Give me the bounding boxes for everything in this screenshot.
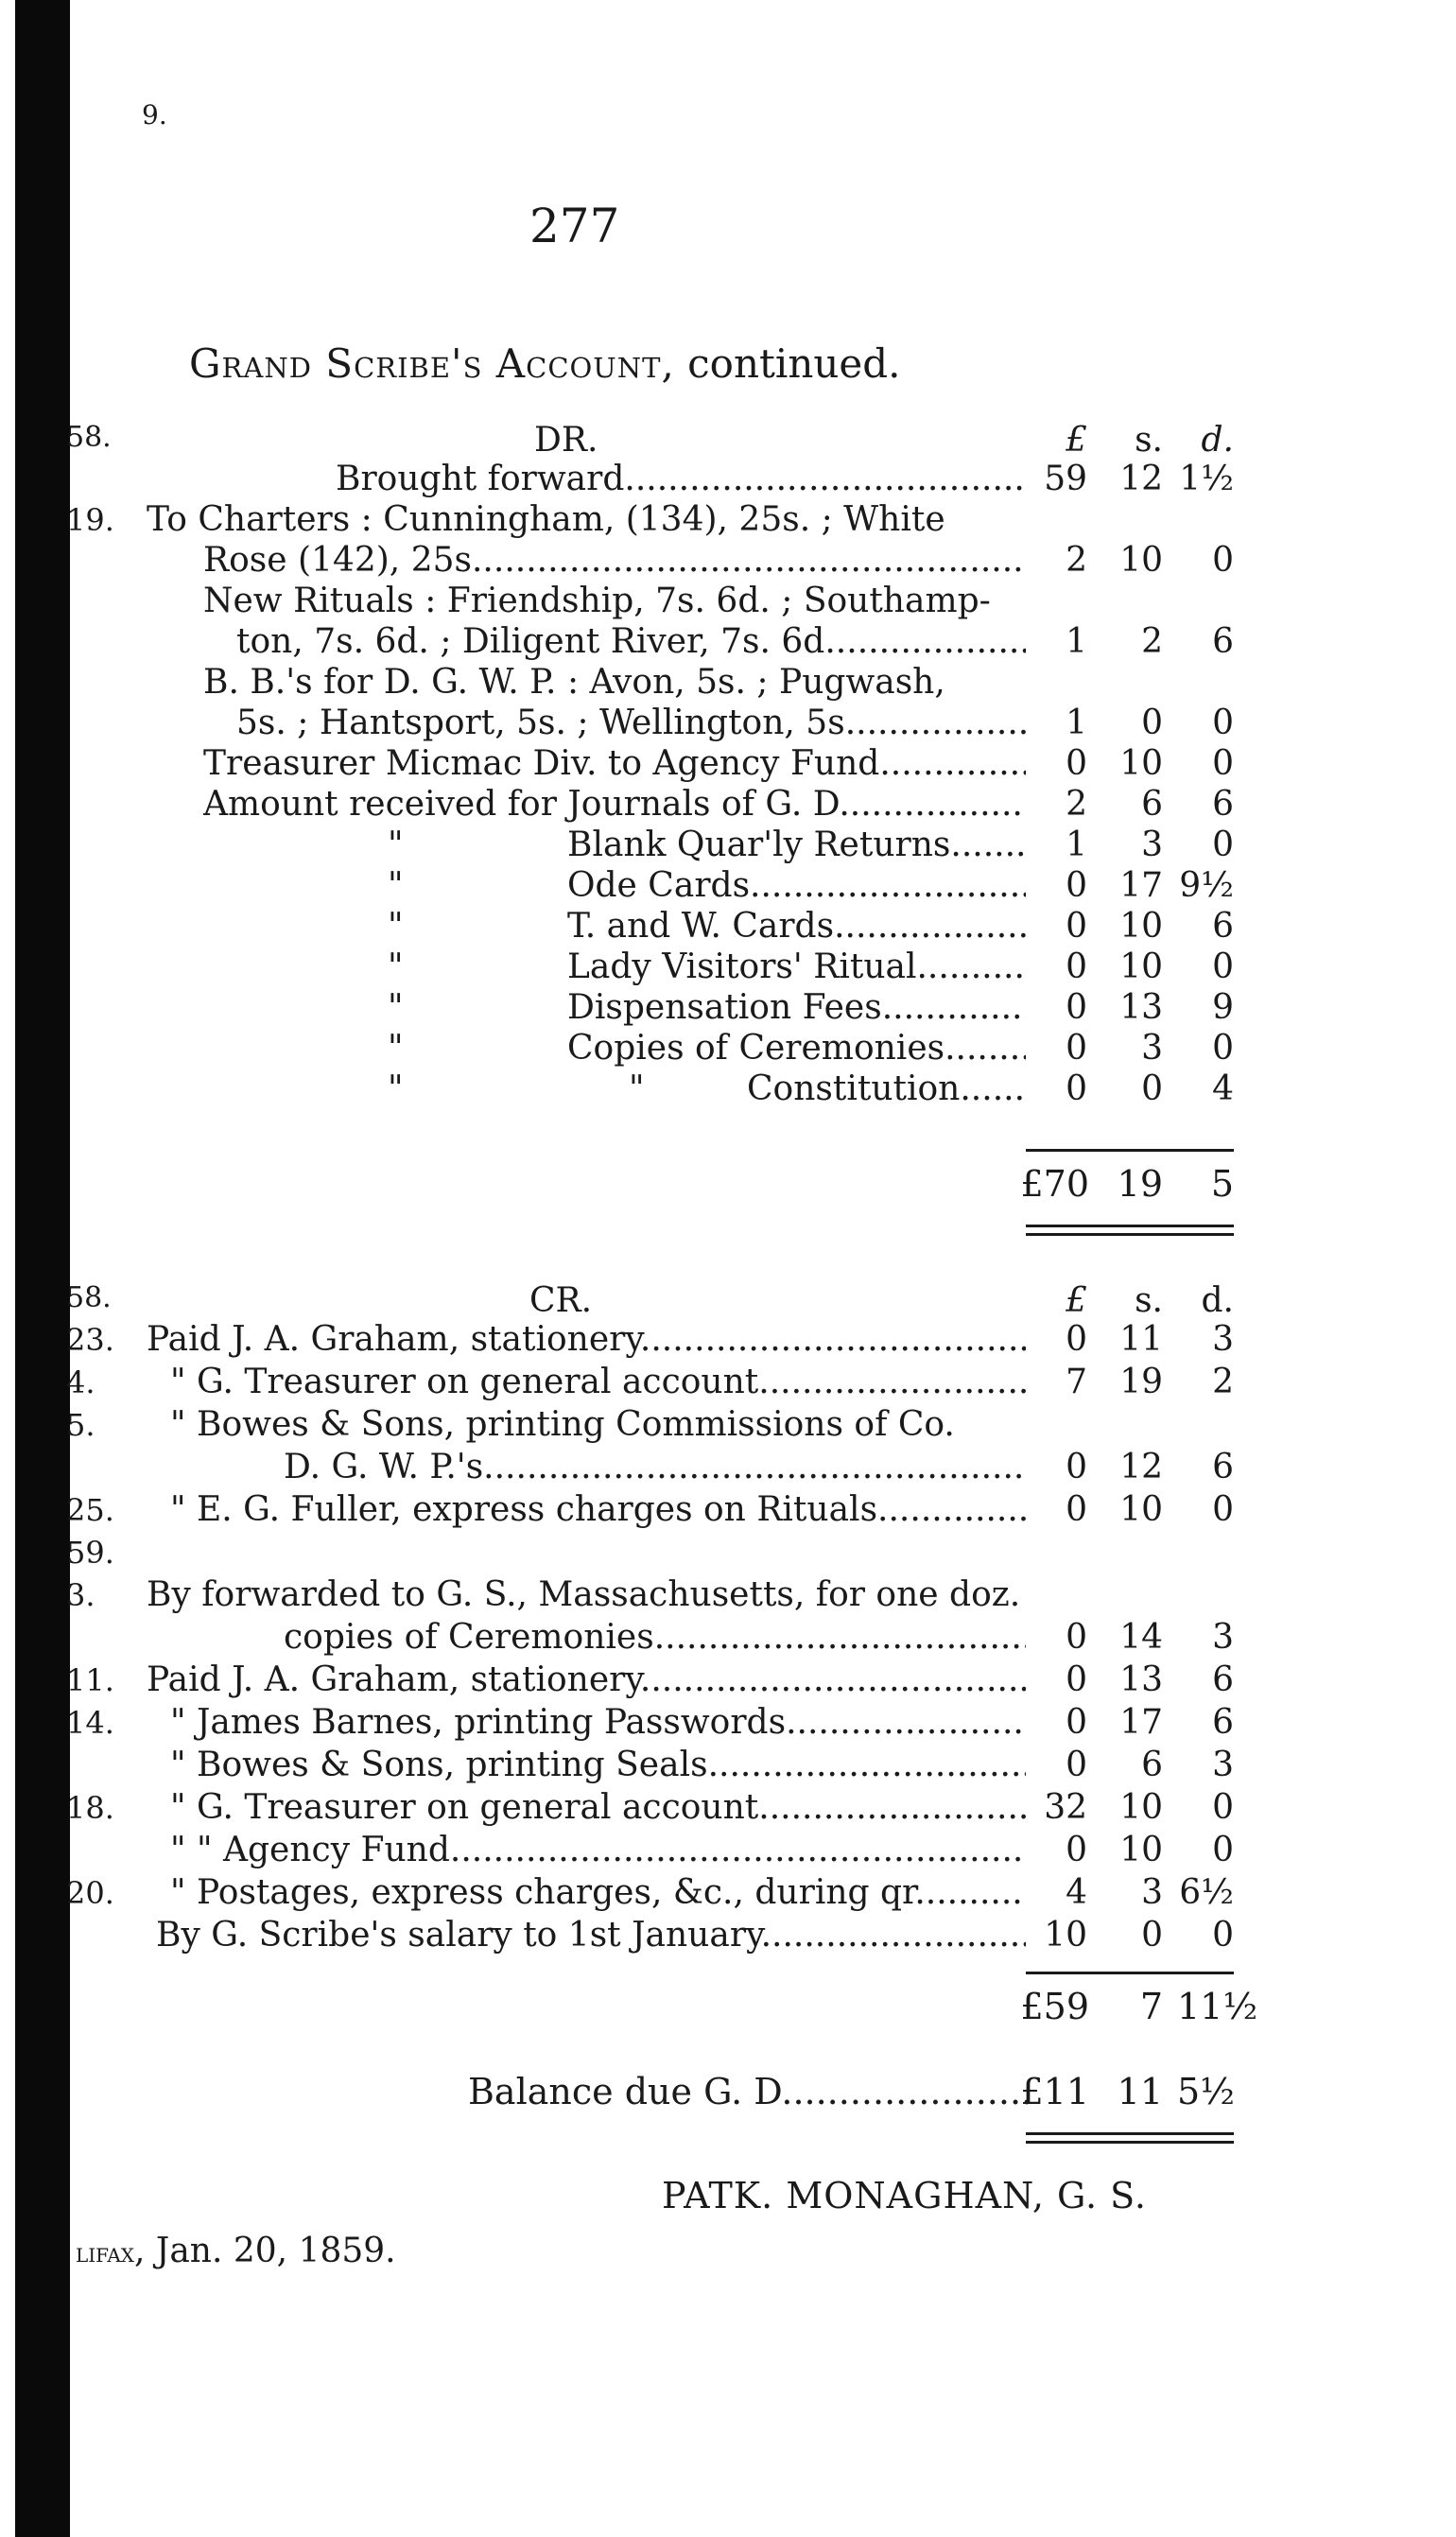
row-text: Ode Cards ..... (567, 865, 1026, 907)
row-text: Rose (142), 25s ..... (203, 540, 1026, 582)
row-text: Dispensation Fees ..... (567, 987, 1026, 1029)
amount-pence: 3 (1212, 1320, 1234, 1359)
row-text: " " Agency Fund ..... (170, 1830, 1026, 1871)
row-text: " G. Treasurer on general account ..... (170, 1362, 1026, 1403)
amount-pounds: 0 (1066, 1448, 1087, 1486)
place-date (76, 2232, 396, 2270)
amount-pounds: 32 (1044, 1788, 1087, 1827)
credit-total-pence: 11½ (1177, 1986, 1258, 2027)
amount-pounds: 0 (1066, 1029, 1087, 1068)
amount-pounds: 0 (1066, 1069, 1087, 1108)
ledger-row (0, 1659, 1456, 1701)
amount-shillings: 10 (1119, 744, 1163, 783)
ditto-mark: " (629, 1069, 645, 1108)
page-title (189, 340, 901, 387)
balance-shillings: 11 (1117, 2071, 1163, 2112)
ledger-row (0, 1915, 1456, 1956)
amount-pounds: 0 (1066, 1660, 1087, 1699)
amount-pounds: 0 (1066, 1320, 1087, 1359)
row-text: ton, 7s. 6d. ; Diligent River, 7s. 6d ..... (236, 621, 1026, 663)
debit-heading: DR. (534, 421, 598, 460)
ditto-mark: " (388, 947, 404, 986)
row-date: 5. (66, 1407, 95, 1443)
amount-shillings: 10 (1119, 1831, 1163, 1869)
page-number: 277 (529, 199, 620, 253)
amount-shillings: 10 (1119, 1490, 1163, 1529)
row-text: To Charters : Cunningham, (134), 25s. ; White (147, 500, 945, 539)
place-date-text: , Jan. 20, 1859. (134, 2232, 396, 2270)
ledger-row (0, 1404, 1456, 1446)
amount-pence: 0 (1212, 1916, 1234, 1955)
amount-pounds: 7 (1066, 1363, 1087, 1401)
ledger-row (0, 825, 1456, 866)
row-text: Treasurer Micmac Div. to Agency Fund ..... (203, 743, 1026, 785)
amount-shillings: 10 (1119, 541, 1163, 580)
amount-pence: 6 (1212, 907, 1234, 946)
row-text: By forwarded to G. S., Massachusetts, for one doz. (147, 1575, 1021, 1614)
row-date: 20. (66, 1875, 114, 1911)
credit-pounds-label: £ (1066, 1281, 1087, 1320)
amount-shillings: 2 (1141, 622, 1163, 661)
ledger-row (0, 987, 1456, 1029)
row-text: " James Barnes, printing Passwords ..... (170, 1702, 1026, 1744)
row-date: 25. (66, 1492, 114, 1528)
ledger-row (0, 1069, 1456, 1110)
credit-year: 58. (66, 1281, 112, 1314)
debit-total-pence: 5 (1210, 1163, 1234, 1205)
signature: PATK. MONAGHAN, G. S. (662, 2175, 1147, 2216)
amount-pounds: 0 (1066, 907, 1087, 946)
row-date: 3. (66, 1577, 95, 1613)
ledger-row (0, 906, 1456, 947)
row-text: Paid J. A. Graham, stationery ..... (147, 1319, 1026, 1361)
title-main: Grand Scribe's Account, (189, 340, 675, 387)
row-date: 19. (66, 502, 114, 538)
amount-pence: 0 (1212, 541, 1234, 580)
amount-pence: 0 (1212, 1831, 1234, 1869)
row-text: Paid J. A. Graham, stationery ..... (147, 1659, 1026, 1701)
ledger-row (0, 703, 1456, 744)
amount-shillings: 3 (1141, 1873, 1163, 1912)
ledger-row (0, 581, 1456, 622)
ledger-row (0, 1447, 1456, 1488)
amount-pence: 6 (1212, 1660, 1234, 1699)
debit-pence-label: d. (1201, 421, 1234, 460)
amount-pence: 6 (1212, 1703, 1234, 1742)
credit-total-pounds: £59 (1020, 1986, 1089, 2027)
corner-mark: 9. (142, 99, 167, 130)
amount-pence: 6 (1212, 622, 1234, 661)
ledger-row (0, 865, 1456, 907)
ledger-row (0, 1872, 1456, 1914)
place-city: lifax (76, 2237, 135, 2268)
row-text: Copies of Ceremonies ..... (567, 1028, 1026, 1069)
row-date: 23. (66, 1322, 114, 1358)
amount-shillings: 10 (1119, 907, 1163, 946)
debit-total-pounds: £70 (1020, 1163, 1089, 1205)
amount-pounds: 0 (1066, 744, 1087, 783)
ledger-row (0, 743, 1456, 785)
ditto-mark: " (388, 988, 404, 1027)
amount-shillings: 6 (1141, 1746, 1163, 1784)
amount-pounds: 0 (1066, 1490, 1087, 1529)
amount-pence: 3 (1212, 1746, 1234, 1784)
amount-pence: 4 (1212, 1069, 1234, 1108)
amount-shillings: 10 (1119, 947, 1163, 986)
amount-pounds: 0 (1066, 1703, 1087, 1742)
ditto-mark: " (388, 825, 404, 864)
credit-shillings-label: s. (1135, 1281, 1163, 1320)
ledger-row (0, 1319, 1456, 1361)
amount-pounds: 1 (1066, 622, 1087, 661)
credit-total-rule (1026, 1972, 1234, 1974)
row-text: " G. Treasurer on general account ..... (170, 1787, 1026, 1829)
amount-pence: 6½ (1179, 1873, 1234, 1912)
debit-pounds-label: £ (1066, 421, 1087, 460)
row-text: Lady Visitors' Ritual ..... (567, 947, 1026, 988)
amount-shillings: 11 (1119, 1320, 1163, 1359)
amount-pounds: 0 (1066, 1746, 1087, 1784)
row-date: 11. (66, 1662, 114, 1698)
ledger-row (0, 1489, 1456, 1531)
row-text: Constitution ..... (747, 1069, 1026, 1110)
amount-pence: 6 (1212, 1448, 1234, 1486)
amount-pence: 3 (1212, 1618, 1234, 1657)
binding-edge (15, 0, 70, 2537)
amount-shillings: 10 (1119, 1788, 1163, 1827)
ledger-row (0, 1617, 1456, 1659)
ditto-mark: " (388, 866, 404, 905)
ledger-row (0, 947, 1456, 988)
row-date: 4. (66, 1364, 95, 1400)
ledger-row (0, 1532, 1456, 1573)
row-text: Brought forward ..... (336, 459, 1026, 500)
amount-shillings: 0 (1141, 1916, 1163, 1955)
amount-shillings: 0 (1141, 704, 1163, 742)
ledger-row (0, 1362, 1456, 1403)
amount-shillings: 12 (1119, 460, 1163, 498)
ledger-row (0, 1574, 1456, 1616)
ledger-row (0, 1830, 1456, 1871)
ledger-row (0, 621, 1456, 663)
amount-pounds: 0 (1066, 1618, 1087, 1657)
row-text: copies of Ceremonies ..... (284, 1617, 1026, 1659)
row-date: 14. (66, 1705, 114, 1741)
ledger-row (0, 1787, 1456, 1829)
amount-pounds: 0 (1066, 866, 1087, 905)
amount-shillings: 14 (1119, 1618, 1163, 1657)
amount-pounds: 2 (1066, 785, 1087, 824)
amount-pounds: 4 (1066, 1873, 1087, 1912)
row-text: " Postages, express charges, &c., during qr ..... (170, 1872, 1026, 1914)
row-text: By G. Scribe's salary to 1st January ..... (156, 1915, 1026, 1956)
amount-pounds: 2 (1066, 541, 1087, 580)
amount-pounds: 1 (1066, 704, 1087, 742)
amount-pounds: 59 (1044, 460, 1087, 498)
row-text: Blank Quar'ly Returns ..... (567, 825, 1026, 866)
row-text: T. and W. Cards ..... (567, 906, 1026, 947)
balance-pounds: £11 (1020, 2071, 1089, 2112)
debit-total-rule (1026, 1149, 1234, 1152)
debit-shillings-label: s. (1135, 421, 1163, 460)
row-text: 5s. ; Hantsport, 5s. ; Wellington, 5s ..... (236, 703, 1026, 744)
amount-pence: 9 (1212, 988, 1234, 1027)
amount-pence: 1½ (1179, 460, 1234, 498)
row-text: " Bowes & Sons, printing Seals ..... (170, 1745, 1026, 1786)
amount-shillings: 0 (1141, 1069, 1163, 1108)
debit-year: 58. (66, 421, 112, 454)
amount-shillings: 19 (1119, 1363, 1163, 1401)
row-text: B. B.'s for D. G. W. P. : Avon, 5s. ; Pugwash, (203, 663, 945, 702)
ledger-row (0, 540, 1456, 582)
row-date: 59. (66, 1535, 114, 1571)
row-date: 18. (66, 1790, 114, 1826)
amount-pence: 0 (1212, 1788, 1234, 1827)
row-text: New Rituals : Friendship, 7s. 6d. ; Southamp- (203, 582, 991, 620)
balance-pence: 5½ (1177, 2071, 1236, 2112)
row-text: D. G. W. P.'s ..... (284, 1447, 1026, 1488)
amount-pence: 9½ (1179, 866, 1234, 905)
amount-shillings: 13 (1119, 1660, 1163, 1699)
amount-shillings: 6 (1141, 785, 1163, 824)
ditto-mark: " (388, 907, 404, 946)
amount-pounds: 0 (1066, 988, 1087, 1027)
row-text: " Bowes & Sons, printing Commissions of Co. (170, 1405, 955, 1444)
ledger-row (0, 459, 1456, 500)
amount-pence: 0 (1212, 1029, 1234, 1068)
credit-pence-label: d. (1201, 1281, 1234, 1320)
ledger-row (0, 1702, 1456, 1744)
balance-label: Balance due G. D ..... (468, 2071, 1035, 2112)
amount-pounds: 0 (1066, 947, 1087, 986)
ledger-row (0, 784, 1456, 825)
amount-pounds: 0 (1066, 1831, 1087, 1869)
amount-pence: 2 (1212, 1363, 1234, 1401)
balance-double-rule (1026, 2132, 1234, 2144)
amount-pence: 0 (1212, 744, 1234, 783)
amount-pence: 0 (1212, 1490, 1234, 1529)
amount-shillings: 3 (1141, 825, 1163, 864)
credit-heading: CR. (529, 1281, 593, 1320)
title-suffix: continued. (674, 340, 901, 387)
debit-total-shillings: 19 (1117, 1163, 1163, 1205)
ledger-row (0, 1028, 1456, 1069)
ledger-row (0, 662, 1456, 704)
amount-shillings: 17 (1119, 1703, 1163, 1742)
row-text: " E. G. Fuller, express charges on Rituals ..... (170, 1489, 1026, 1531)
row-text: Amount received for Journals of G. D ..... (203, 784, 1026, 825)
amount-shillings: 12 (1119, 1448, 1163, 1486)
amount-pence: 0 (1212, 704, 1234, 742)
ditto-mark: " (388, 1069, 404, 1108)
amount-pounds: 10 (1044, 1916, 1087, 1955)
amount-shillings: 17 (1119, 866, 1163, 905)
ledger-row (0, 499, 1456, 541)
credit-total-shillings: 7 (1139, 1986, 1163, 2027)
amount-pence: 6 (1212, 785, 1234, 824)
amount-shillings: 3 (1141, 1029, 1163, 1068)
amount-pence: 0 (1212, 947, 1234, 986)
amount-shillings: 13 (1119, 988, 1163, 1027)
ditto-mark: " (388, 1029, 404, 1068)
debit-double-rule (1026, 1225, 1234, 1236)
amount-pence: 0 (1212, 825, 1234, 864)
amount-pounds: 1 (1066, 825, 1087, 864)
ledger-row (0, 1745, 1456, 1786)
